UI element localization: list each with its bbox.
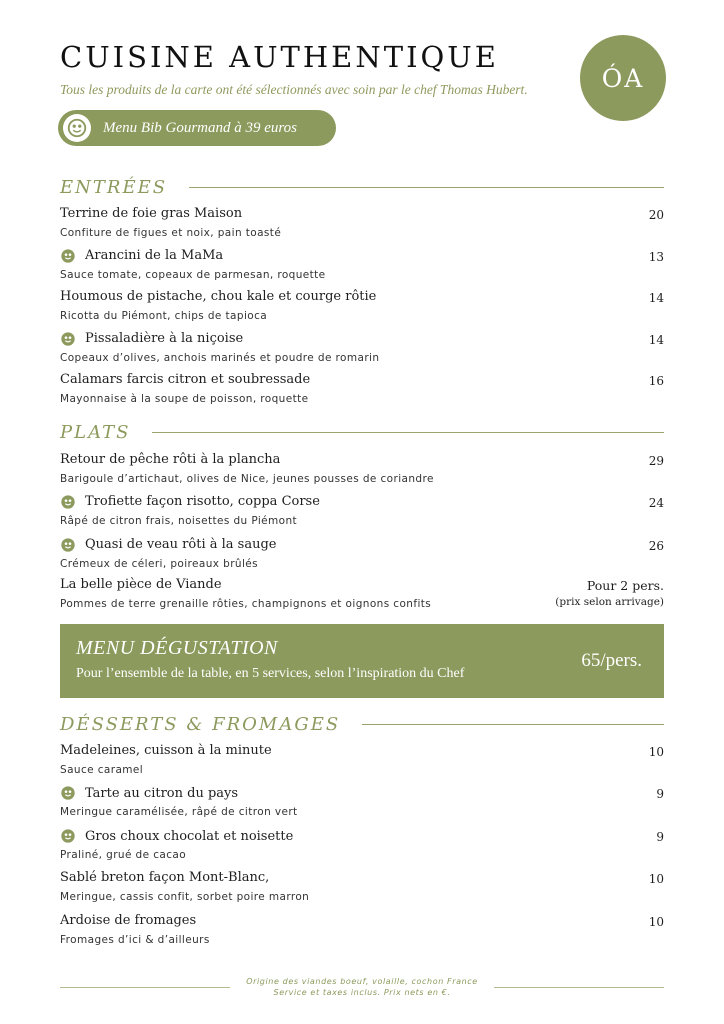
tasting-menu-price: 65/pers. (581, 650, 642, 671)
item-price: 14 (648, 332, 664, 347)
section-header-plats (60, 420, 664, 444)
item-description: Barigoule d’artichaut, olives de Nice, jeunes pousses de coriandre (60, 473, 434, 485)
item-description: Praliné, grué de cacao (60, 849, 187, 861)
bib-gourmand-icon (63, 114, 91, 142)
item-description: Pommes de terre grenaille rôties, champignons et oignons confits (60, 597, 432, 610)
plats-list (60, 452, 664, 618)
menu-item (60, 913, 664, 955)
item-name: Gros choux chocolat et noisette (60, 828, 293, 844)
menu-item (60, 785, 664, 828)
item-description: Fromages d’ici & d’ailleurs (60, 934, 210, 946)
item-price: 9 (656, 787, 664, 801)
footer (60, 976, 664, 998)
bib-gourmand-icon (60, 785, 76, 801)
menu-item (60, 289, 664, 331)
section-header-entrees (60, 175, 664, 199)
section-divider (152, 432, 664, 433)
item-name: Trofiette façon risotto, coppa Corse (60, 494, 320, 510)
item-description: Copeaux d’olives, anchois marinés et poudre de romarin (60, 351, 380, 364)
menu-item (60, 828, 664, 870)
item-price: 10 (648, 915, 664, 929)
item-price: 20 (648, 208, 664, 222)
footer-divider (494, 987, 664, 988)
item-price: 26 (648, 538, 664, 553)
item-price: 29 (648, 454, 664, 468)
section-title: PLATS (60, 421, 131, 443)
item-price: 16 (648, 374, 664, 388)
item-name: Terrine de foie gras Maison (60, 206, 243, 221)
section-divider (189, 187, 664, 188)
item-price: 9 (656, 830, 664, 844)
tasting-menu-banner (60, 624, 664, 698)
item-description: Sauce tomate, copeaux de parmesan, roquette (60, 268, 326, 281)
item-description: Sauce caramel (60, 764, 144, 776)
bib-gourmand-icon (60, 248, 76, 264)
item-price: 24 (648, 495, 664, 510)
restaurant-logo (580, 35, 666, 121)
item-description: Ricotta du Piémont, chips de tapioca (60, 310, 268, 322)
footer-origin-note: Origine des viandes boeuf, volaille, cochon France (246, 977, 478, 986)
item-name: Houmous de pistache, chou kale et courge rôtie (60, 289, 377, 304)
item-description: Râpé de citron frais, noisettes du Piémont (60, 514, 298, 527)
logo-text: ÓA (601, 63, 645, 93)
item-name: Ardoise de fromages (60, 913, 197, 928)
bib-gourmand-icon (60, 828, 76, 844)
item-price: 10 (648, 872, 664, 886)
page-subtitle: Tous les produits de la carte ont été sélectionnés avec soin par le chef Thomas Hubert. (60, 82, 528, 97)
item-price: Pour 2 pers. (prix selon arrivage) (555, 577, 664, 611)
item-name: Madeleines, cuisson à la minute (60, 743, 272, 758)
menu-item (60, 372, 664, 414)
desserts-list (60, 743, 664, 955)
bib-gourmand-icon (60, 537, 76, 553)
menu-item (60, 206, 664, 248)
section-divider (362, 724, 664, 725)
item-description: Meringue caramélisée, râpé de citron vert (60, 806, 298, 818)
bib-gourmand-icon (60, 494, 76, 510)
item-name: Sablé breton façon Mont-Blanc, (60, 870, 270, 885)
menu-item (60, 452, 664, 494)
bib-gourmand-icon (60, 331, 76, 347)
section-header-desserts (60, 712, 664, 736)
menu-item (60, 870, 664, 913)
item-description: Confiture de figues et noix, pain toasté (60, 227, 282, 239)
item-price: 10 (648, 745, 664, 759)
item-description: Crémeux de céleri, poireaux brûlés (60, 557, 259, 570)
item-description: Meringue, cassis confit, sorbet poire marron (60, 891, 310, 903)
item-name: Calamars farcis citron et soubressade (60, 372, 311, 387)
footer-service-note: Service et taxes inclus. Prix nets en €. (273, 988, 451, 997)
footer-notes (230, 976, 494, 998)
price-note: (prix selon arrivage) (555, 595, 664, 608)
item-name: La belle pièce de Viande (60, 576, 222, 592)
tasting-menu-description: Pour l’ensemble de la table, en 5 services, selon l’inspiration du Chef (76, 666, 465, 681)
item-name: Tarte au citron du pays (60, 785, 238, 801)
menu-item (60, 743, 664, 785)
item-price: 14 (648, 291, 664, 305)
menu-item (60, 331, 664, 373)
item-name: Arancini de la MaMa (60, 248, 223, 264)
tasting-menu-title: MENU DÉGUSTATION (76, 637, 278, 659)
item-price: 13 (648, 249, 664, 264)
menu-item (60, 494, 664, 537)
section-title: ENTRÉES (60, 176, 168, 198)
section-title: DÉSSERTS & FROMAGES (60, 713, 341, 735)
bib-gourmand-banner (58, 110, 336, 146)
menu-item (60, 248, 664, 290)
menu-item (60, 577, 664, 619)
menu-item (60, 537, 664, 577)
item-name: Retour de pêche rôti à la plancha (60, 452, 281, 467)
item-description: Mayonnaise à la soupe de poisson, roquette (60, 393, 309, 405)
bib-gourmand-label: Menu Bib Gourmand à 39 euros (103, 119, 298, 136)
item-name: Quasi de veau rôti à la sauge (60, 537, 276, 553)
entrees-list (60, 206, 664, 414)
item-name: Pissaladière à la niçoise (60, 331, 243, 347)
footer-divider (60, 987, 230, 988)
page-title: CUISINE AUTHENTIQUE (60, 40, 499, 74)
